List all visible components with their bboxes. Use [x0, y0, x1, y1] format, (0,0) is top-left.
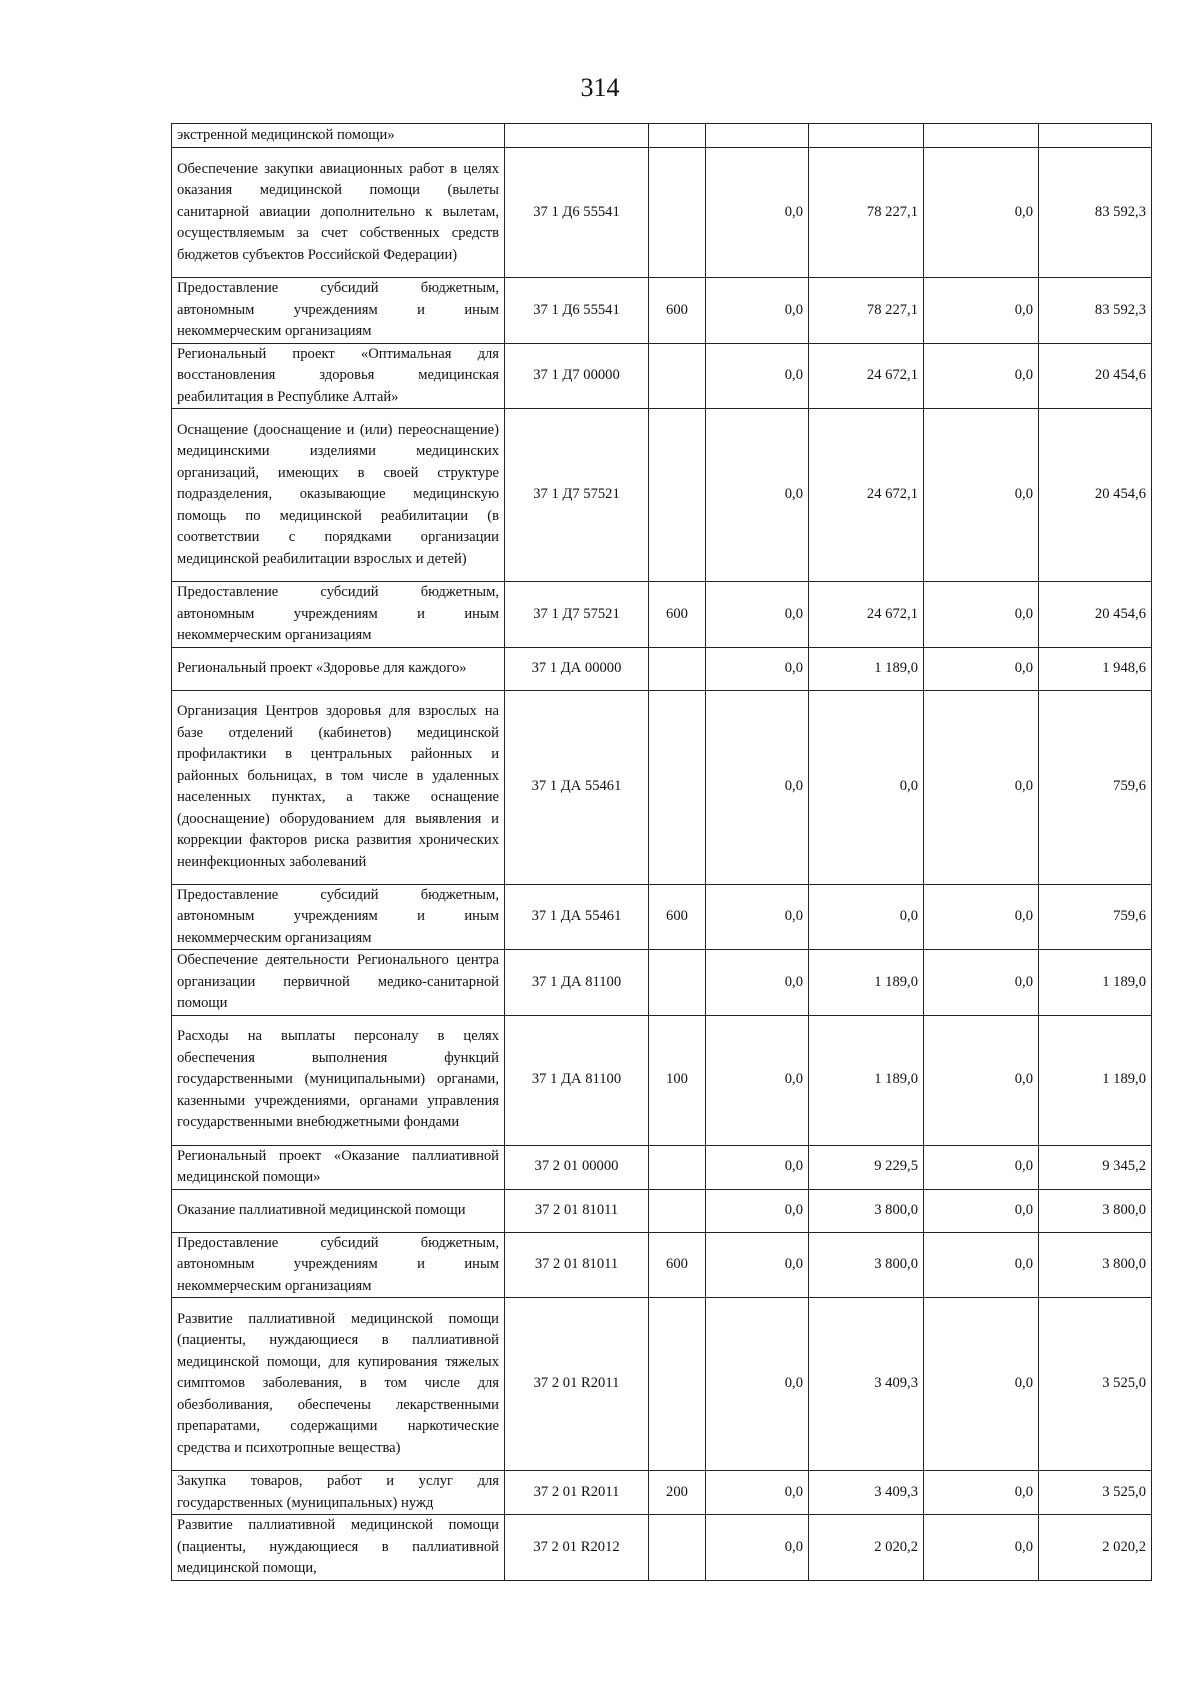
row-value-1-cell: 0,0 [706, 884, 809, 950]
row-value-2-cell: 0,0 [809, 690, 924, 884]
row-type-cell [649, 343, 706, 409]
table-row [172, 1298, 1152, 1471]
table-row [172, 1189, 1152, 1232]
row-code-cell: 37 2 01 00000 [505, 1145, 649, 1189]
row-type-cell: 200 [649, 1471, 706, 1515]
table-body [172, 124, 1152, 1581]
row-name-cell: Развитие паллиативной медицинской помощи (пациенты, нуждающиеся в паллиативной медицинской помощи, [172, 1515, 505, 1581]
row-value-3-cell [924, 124, 1039, 148]
row-value-2-cell: 24 672,1 [809, 343, 924, 409]
row-value-4-cell: 3 525,0 [1039, 1471, 1152, 1515]
row-value-1-cell: 0,0 [706, 1232, 809, 1298]
row-value-1-cell: 0,0 [706, 1189, 809, 1232]
row-value-2-cell: 3 800,0 [809, 1189, 924, 1232]
row-name-cell: Оснащение (дооснащение и (или) переоснащение) медицинскими изделиями медицинских организаций, имеющих в своей структуре подразделения, оказывающие медицинскую помощь по медицинской реабилитации (в соответствии с порядками организации медицинской реабилитации взрослых и детей) [172, 409, 505, 582]
row-value-1-cell [706, 124, 809, 148]
row-value-2-cell: 0,0 [809, 884, 924, 950]
row-code-cell: 37 1 Д7 57521 [505, 409, 649, 582]
row-value-3-cell: 0,0 [924, 148, 1039, 278]
row-value-3-cell: 0,0 [924, 1471, 1039, 1515]
row-type-cell [649, 1298, 706, 1471]
row-type-cell: 100 [649, 1015, 706, 1145]
row-value-1-cell: 0,0 [706, 647, 809, 690]
row-code-cell: 37 1 Д6 55541 [505, 148, 649, 278]
table-row [172, 1145, 1152, 1189]
row-value-1-cell: 0,0 [706, 1298, 809, 1471]
row-value-2-cell: 78 227,1 [809, 148, 924, 278]
row-name-cell: Региональный проект «Здоровье для каждого» [172, 647, 505, 690]
row-value-3-cell: 0,0 [924, 884, 1039, 950]
row-type-cell: 600 [649, 582, 706, 648]
row-value-1-cell: 0,0 [706, 343, 809, 409]
row-value-1-cell: 0,0 [706, 148, 809, 278]
table-row [172, 343, 1152, 409]
row-type-cell [649, 1145, 706, 1189]
row-value-2-cell: 1 189,0 [809, 1015, 924, 1145]
row-name-cell: Оказание паллиативной медицинской помощи [172, 1189, 505, 1232]
row-code-cell: 37 1 ДА 81100 [505, 1015, 649, 1145]
table-row [172, 950, 1152, 1016]
row-code-cell: 37 1 Д7 00000 [505, 343, 649, 409]
row-value-2-cell: 3 800,0 [809, 1232, 924, 1298]
row-value-2-cell [809, 124, 924, 148]
row-value-3-cell: 0,0 [924, 1189, 1039, 1232]
row-value-2-cell: 24 672,1 [809, 409, 924, 582]
row-value-2-cell: 1 189,0 [809, 647, 924, 690]
row-value-4-cell: 759,6 [1039, 884, 1152, 950]
table-row [172, 1232, 1152, 1298]
row-value-2-cell: 78 227,1 [809, 278, 924, 344]
row-code-cell: 37 2 01 R2011 [505, 1471, 649, 1515]
row-value-4-cell: 9 345,2 [1039, 1145, 1152, 1189]
row-value-4-cell: 1 948,6 [1039, 647, 1152, 690]
row-code-cell: 37 1 ДА 55461 [505, 884, 649, 950]
row-value-3-cell: 0,0 [924, 409, 1039, 582]
row-type-cell [649, 1515, 706, 1581]
row-value-3-cell: 0,0 [924, 582, 1039, 648]
row-code-cell: 37 1 ДА 81100 [505, 950, 649, 1016]
row-value-3-cell: 0,0 [924, 1015, 1039, 1145]
table-row [172, 148, 1152, 278]
row-name-cell: экстренной медицинской помощи» [172, 124, 505, 148]
page-number: 314 [580, 73, 620, 102]
row-name-cell: Региональный проект «Оптимальная для восстановления здоровья медицинская реабилитация в Республике Алтай» [172, 343, 505, 409]
row-code-cell: 37 1 Д7 57521 [505, 582, 649, 648]
row-value-3-cell: 0,0 [924, 950, 1039, 1016]
row-name-cell: Закупка товаров, работ и услуг для государственных (муниципальных) нужд [172, 1471, 505, 1515]
row-type-cell: 600 [649, 884, 706, 950]
table-row [172, 278, 1152, 344]
row-type-cell [649, 647, 706, 690]
row-value-4-cell: 20 454,6 [1039, 409, 1152, 582]
row-value-4-cell: 3 800,0 [1039, 1189, 1152, 1232]
row-value-1-cell: 0,0 [706, 690, 809, 884]
row-value-4-cell: 1 189,0 [1039, 1015, 1152, 1145]
table-row [172, 1515, 1152, 1581]
row-value-3-cell: 0,0 [924, 1145, 1039, 1189]
row-value-1-cell: 0,0 [706, 1471, 809, 1515]
row-value-1-cell: 0,0 [706, 1015, 809, 1145]
row-type-cell: 600 [649, 1232, 706, 1298]
row-value-1-cell: 0,0 [706, 1145, 809, 1189]
row-name-cell: Предоставление субсидий бюджетным, автономным учреждениям и иным некоммерческим организациям [172, 884, 505, 950]
row-value-4-cell: 2 020,2 [1039, 1515, 1152, 1581]
row-code-cell: 37 1 Д6 55541 [505, 278, 649, 344]
table-row [172, 1015, 1152, 1145]
row-name-cell: Расходы на выплаты персоналу в целях обеспечения выполнения функций государственными (муниципальными) органами, казенными учреждениями, органами управления государственными внебюджетными фондами [172, 1015, 505, 1145]
table-row [172, 124, 1152, 148]
row-value-2-cell: 3 409,3 [809, 1298, 924, 1471]
row-name-cell: Развитие паллиативной медицинской помощи (пациенты, нуждающиеся в паллиативной медицинской помощи, для купирования тяжелых симптомов заболевания, в том числе для обезболивания, обеспечены лекарственными препаратами, содержащими наркотические средства и психотропные вещества) [172, 1298, 505, 1471]
row-code-cell: 37 1 ДА 55461 [505, 690, 649, 884]
row-value-4-cell: 83 592,3 [1039, 148, 1152, 278]
row-value-4-cell: 20 454,6 [1039, 343, 1152, 409]
row-value-4-cell: 1 189,0 [1039, 950, 1152, 1016]
row-type-cell [649, 690, 706, 884]
row-value-1-cell: 0,0 [706, 278, 809, 344]
row-type-cell: 600 [649, 278, 706, 344]
table-row [172, 1471, 1152, 1515]
row-value-1-cell: 0,0 [706, 1515, 809, 1581]
row-code-cell: 37 1 ДА 00000 [505, 647, 649, 690]
row-value-1-cell: 0,0 [706, 409, 809, 582]
row-value-4-cell: 759,6 [1039, 690, 1152, 884]
row-value-4-cell: 3 525,0 [1039, 1298, 1152, 1471]
row-value-2-cell: 9 229,5 [809, 1145, 924, 1189]
budget-table [171, 123, 1152, 1581]
row-value-4-cell: 83 592,3 [1039, 278, 1152, 344]
row-code-cell: 37 2 01 81011 [505, 1189, 649, 1232]
row-value-2-cell: 1 189,0 [809, 950, 924, 1016]
row-value-3-cell: 0,0 [924, 343, 1039, 409]
row-name-cell: Предоставление субсидий бюджетным, автономным учреждениям и иным некоммерческим организациям [172, 278, 505, 344]
row-type-cell [649, 124, 706, 148]
table-row [172, 690, 1152, 884]
row-type-cell [649, 950, 706, 1016]
row-value-3-cell: 0,0 [924, 647, 1039, 690]
row-type-cell [649, 409, 706, 582]
row-code-cell: 37 2 01 R2011 [505, 1298, 649, 1471]
row-value-4-cell: 3 800,0 [1039, 1232, 1152, 1298]
table-row [172, 884, 1152, 950]
row-type-cell [649, 148, 706, 278]
row-type-cell [649, 1189, 706, 1232]
row-name-cell: Предоставление субсидий бюджетным, автономным учреждениям и иным некоммерческим организациям [172, 582, 505, 648]
row-value-2-cell: 3 409,3 [809, 1471, 924, 1515]
row-code-cell: 37 2 01 81011 [505, 1232, 649, 1298]
row-value-3-cell: 0,0 [924, 1298, 1039, 1471]
row-code-cell: 37 2 01 R2012 [505, 1515, 649, 1581]
row-name-cell: Обеспечение закупки авиационных работ в целях оказания медицинской помощи (вылеты санитарной авиации дополнительно к вылетам, осуществляемым за счет собственных средств бюджетов субъектов Российской Федерации) [172, 148, 505, 278]
row-value-4-cell [1039, 124, 1152, 148]
row-value-2-cell: 2 020,2 [809, 1515, 924, 1581]
row-value-1-cell: 0,0 [706, 582, 809, 648]
table-row [172, 582, 1152, 648]
row-value-3-cell: 0,0 [924, 1232, 1039, 1298]
row-code-cell [505, 124, 649, 148]
row-value-1-cell: 0,0 [706, 950, 809, 1016]
row-value-3-cell: 0,0 [924, 278, 1039, 344]
row-name-cell: Региональный проект «Оказание паллиативной медицинской помощи» [172, 1145, 505, 1189]
row-name-cell: Обеспечение деятельности Регионального центра организации первичной медико-санитарной помощи [172, 950, 505, 1016]
row-value-3-cell: 0,0 [924, 690, 1039, 884]
row-value-3-cell: 0,0 [924, 1515, 1039, 1581]
row-value-4-cell: 20 454,6 [1039, 582, 1152, 648]
table-row [172, 647, 1152, 690]
row-value-2-cell: 24 672,1 [809, 582, 924, 648]
row-name-cell: Организация Центров здоровья для взрослых на базе отделений (кабинетов) медицинской профилактики в центральных районных и районных больницах, в том числе в удаленных населенных пунктах, а также оснащение (дооснащение) оборудованием для выявления и коррекции факторов риска развития хронических неинфекционных заболеваний [172, 690, 505, 884]
row-name-cell: Предоставление субсидий бюджетным, автономным учреждениям и иным некоммерческим организациям [172, 1232, 505, 1298]
table-row [172, 409, 1152, 582]
